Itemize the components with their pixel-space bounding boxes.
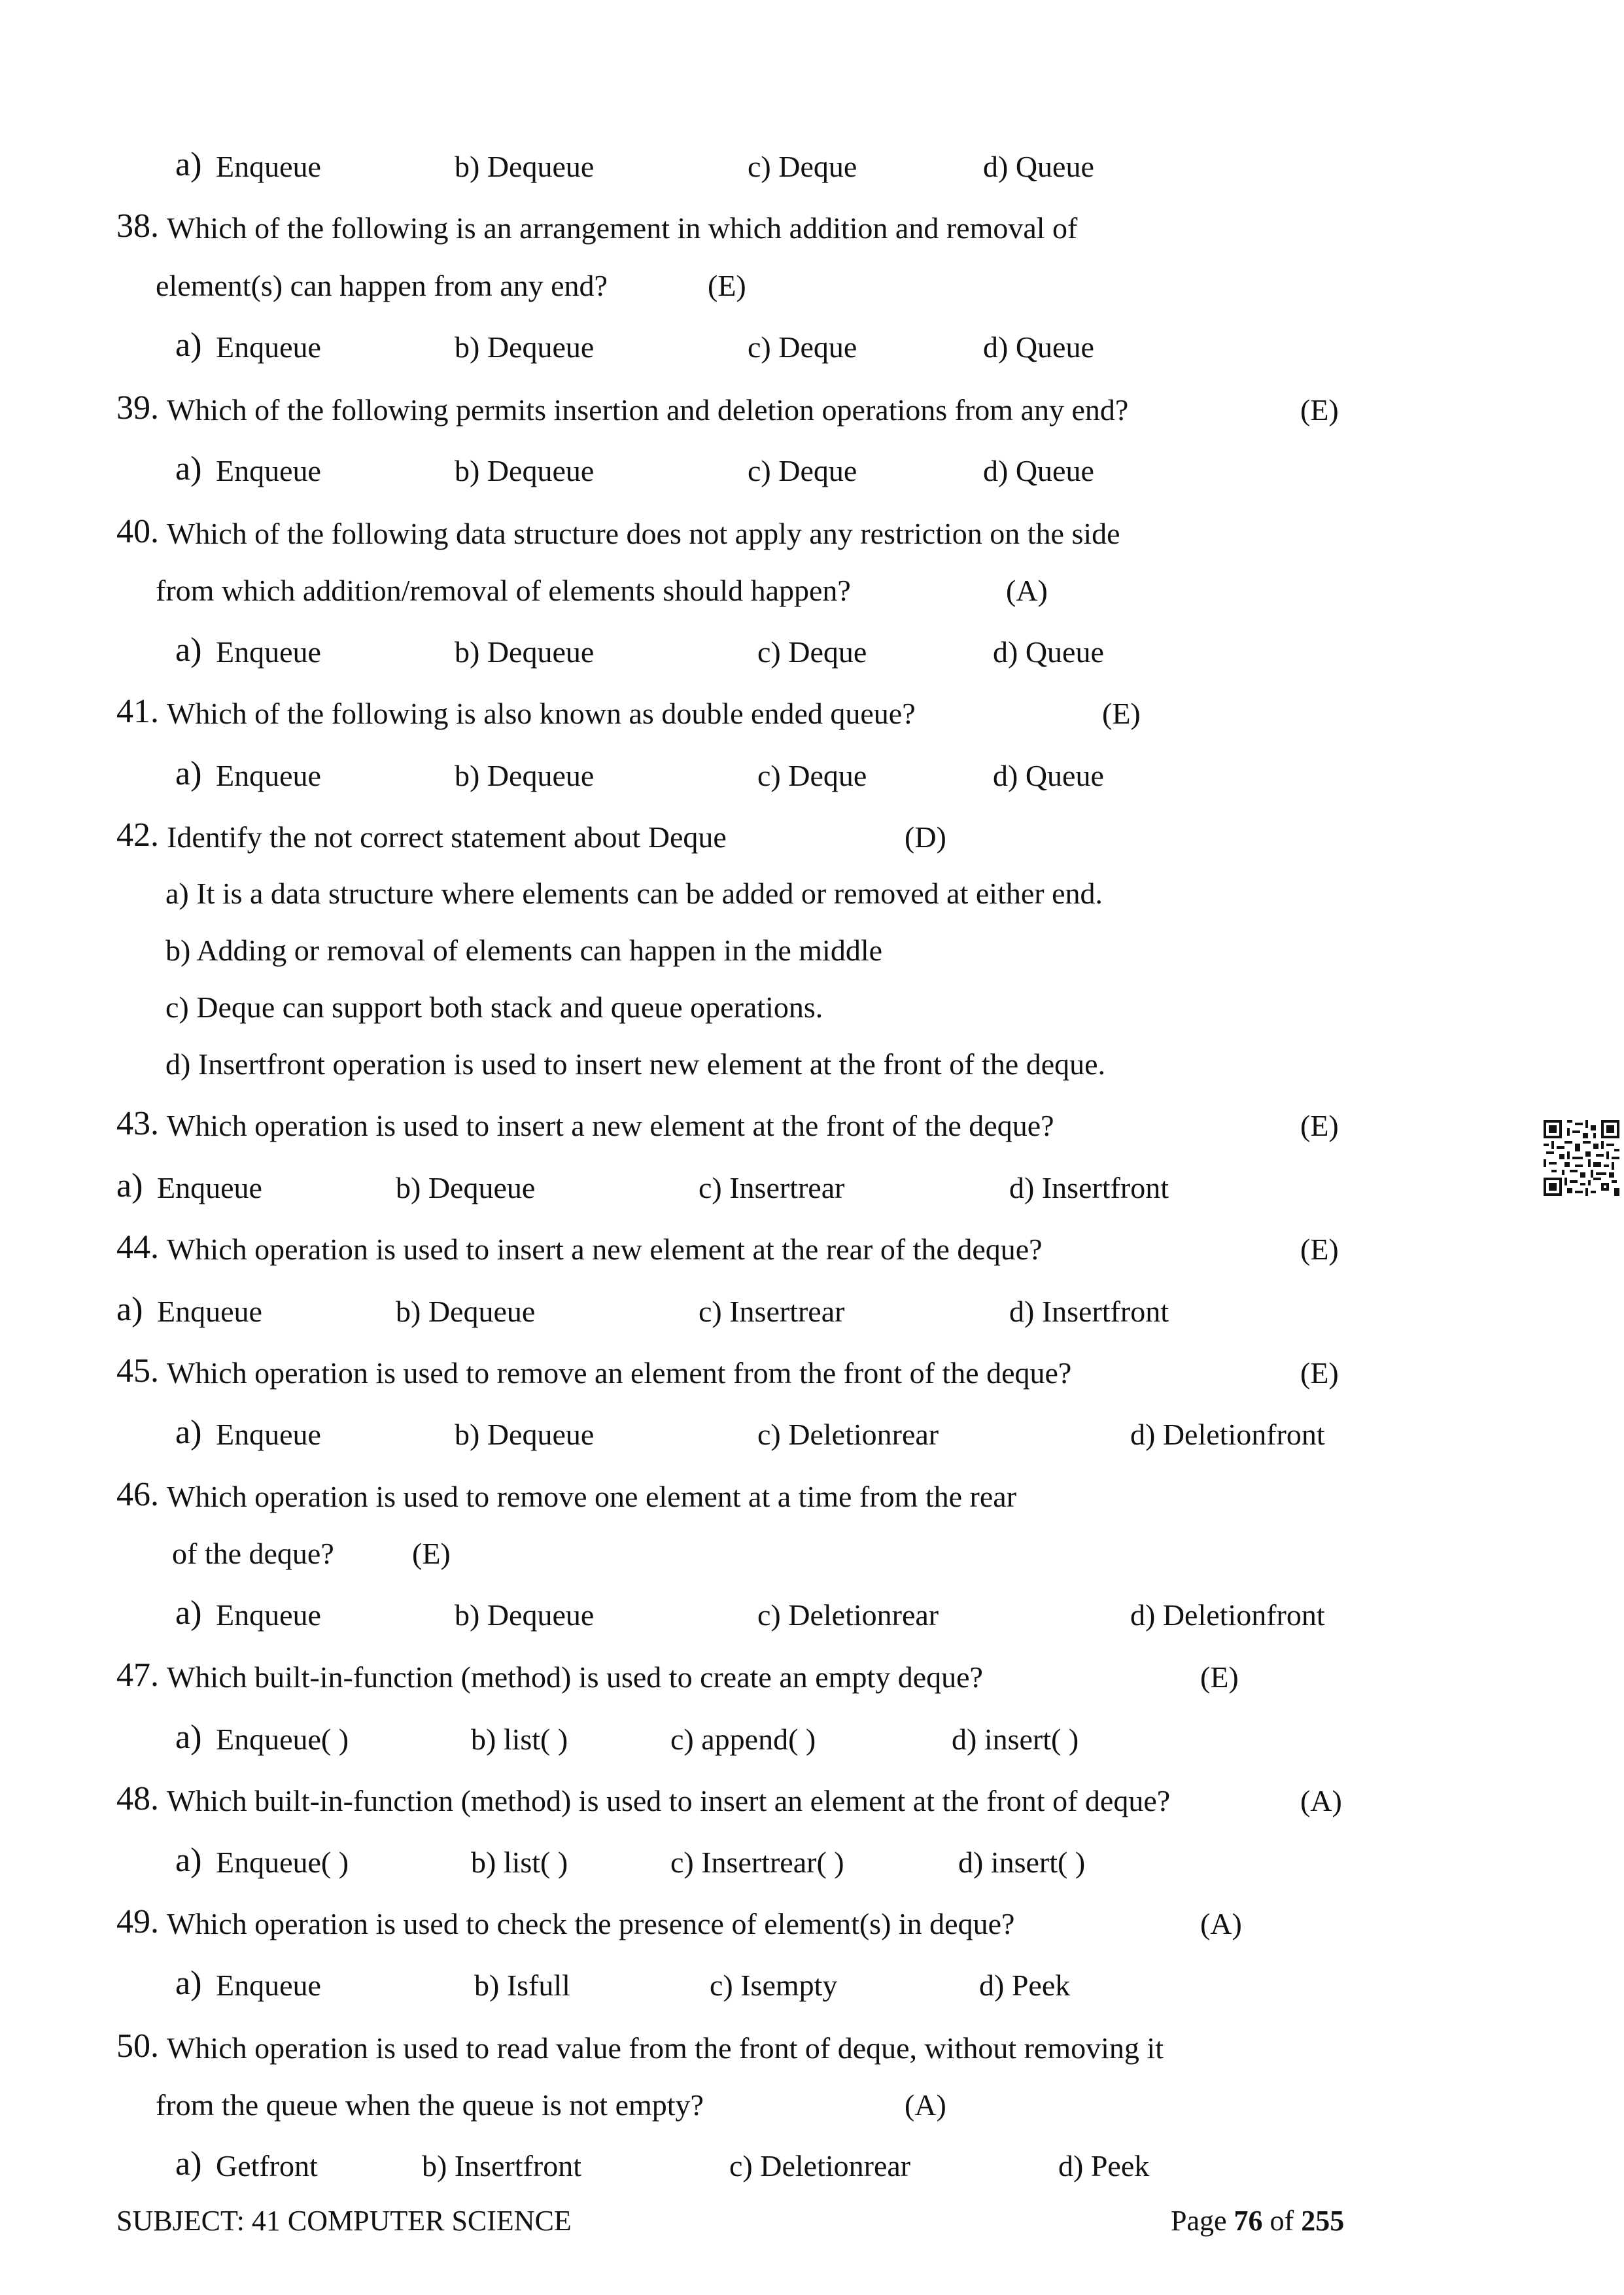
option-d: d) Queue — [983, 330, 1094, 364]
option-a: Enqueue — [216, 150, 321, 183]
option-a-letter: a) — [116, 1167, 143, 1204]
option-b: b) Dequeue — [455, 150, 595, 183]
question-text: Which operation is used to remove one element at a time from the rear — [167, 1480, 1017, 1513]
option-c: c) Deletionrear — [757, 1418, 939, 1451]
option-d: d) Queue — [993, 759, 1104, 792]
option-a: Enqueue — [216, 1418, 321, 1451]
option-a: Enqueue — [216, 1969, 321, 2002]
question-number: 38. — [116, 207, 159, 245]
question-text: Which operation is used to check the presence of element(s) in deque? — [167, 1907, 1015, 1940]
option-c: c) Deque — [757, 759, 867, 792]
question-text: Which of the following is an arrangement in which addition and removal of — [167, 211, 1078, 245]
question-number: 47. — [116, 1656, 159, 1694]
option-c: c) Deque — [748, 150, 857, 183]
option-a-letter: a) — [175, 1965, 202, 2002]
question-number: 42. — [116, 816, 159, 854]
option-b: b) list( ) — [471, 1723, 568, 1756]
option-a: Enqueue — [157, 1171, 262, 1204]
option-b: b) Dequeue — [396, 1295, 536, 1328]
question-text: Which built-in-function (method) is used to insert an element at the front of deque? — [167, 1784, 1171, 1817]
question-number: 46. — [116, 1476, 159, 1513]
answer-key: (E) — [1200, 1660, 1239, 1694]
footer-total-pages: 255 — [1301, 2205, 1345, 2237]
option-c: c) Deque — [748, 454, 857, 487]
option-d: d) insert( ) — [952, 1723, 1079, 1756]
question-number: 44. — [116, 1229, 159, 1266]
option-d: d) Deletionfront — [1130, 1418, 1325, 1451]
option-b: b) Insertfront — [422, 2149, 581, 2182]
question-text: from which addition/removal of elements should happen? — [156, 574, 851, 607]
answer-key: (D) — [905, 820, 946, 854]
option-a: Enqueue — [216, 454, 321, 487]
footer-current-page: 76 — [1234, 2205, 1263, 2237]
option-b: b) Dequeue — [455, 330, 595, 364]
statement-c: c) Deque can support both stack and queue operations. — [165, 990, 823, 1024]
question-text: from the queue when the queue is not empty? — [156, 2088, 704, 2122]
option-c: c) Insertrear — [699, 1171, 845, 1204]
option-a: Enqueue — [157, 1295, 262, 1328]
answer-key: (A) — [1006, 574, 1048, 607]
answer-key: (A) — [1300, 1784, 1342, 1817]
option-b: b) Dequeue — [455, 1598, 595, 1632]
option-b: b) list( ) — [471, 1846, 568, 1879]
option-c: c) Deque — [757, 635, 867, 669]
question-text: Which operation is used to remove an element from the front of the deque? — [167, 1356, 1072, 1390]
option-c: c) Deletionrear — [757, 1598, 939, 1632]
question-text: Which operation is used to insert a new element at the rear of the deque? — [167, 1233, 1043, 1266]
option-a-letter: a) — [175, 1594, 202, 1632]
option-b: b) Dequeue — [455, 454, 595, 487]
option-c: c) Insertrear — [699, 1295, 845, 1328]
answer-key: (E) — [1102, 697, 1141, 730]
statement-b: b) Adding or removal of elements can happen in the middle — [165, 934, 883, 967]
question-number: 50. — [116, 2027, 159, 2065]
option-c: c) Isempty — [710, 1969, 838, 2002]
option-d: d) Peek — [979, 1969, 1071, 2002]
option-c: c) Deletionrear — [729, 2149, 911, 2182]
option-a-letter: a) — [175, 2145, 202, 2182]
question-text: element(s) can happen from any end? — [156, 269, 608, 302]
question-number: 39. — [116, 389, 159, 427]
option-d: d) Queue — [983, 150, 1094, 183]
option-b: b) Dequeue — [396, 1171, 536, 1204]
question-text: Which of the following data structure does not apply any restriction on the side — [167, 517, 1120, 550]
option-d: d) insert( ) — [958, 1846, 1086, 1879]
option-b: b) Dequeue — [455, 635, 595, 669]
option-a-letter: a) — [175, 1414, 202, 1451]
question-text: of the deque? — [172, 1537, 334, 1570]
option-c: c) Deque — [748, 330, 857, 364]
statement-a: a) It is a data structure where elements can be added or removed at either end. — [165, 877, 1103, 910]
option-a: Enqueue( ) — [216, 1723, 349, 1756]
question-text: Which of the following is also known as double ended queue? — [167, 697, 916, 730]
question-number: 49. — [116, 1903, 159, 1940]
option-d: d) Queue — [983, 454, 1094, 487]
answer-key: (E) — [1300, 1109, 1339, 1142]
question-text: Which operation is used to read value from the front of deque, without removing it — [167, 2031, 1164, 2065]
option-c: c) Insertrear( ) — [670, 1846, 844, 1879]
question-number: 43. — [116, 1105, 159, 1142]
option-b: b) Dequeue — [455, 1418, 595, 1451]
option-a-letter: a) — [175, 631, 202, 669]
footer-of-word: of — [1270, 2205, 1294, 2237]
option-a: Enqueue — [216, 759, 321, 792]
option-a-letter: a) — [116, 1291, 143, 1328]
question-text: Which of the following permits insertion and deletion operations from any end? — [167, 393, 1129, 427]
option-d: d) Queue — [993, 635, 1104, 669]
footer-subject: SUBJECT: 41 COMPUTER SCIENCE — [116, 2205, 572, 2237]
question-number: 45. — [116, 1352, 159, 1390]
option-a: Enqueue — [216, 635, 321, 669]
option-a: Enqueue( ) — [216, 1846, 349, 1879]
option-b: b) Isfull — [474, 1969, 570, 2002]
option-a-letter: a) — [175, 146, 202, 183]
question-text: Identify the not correct statement about Deque — [167, 820, 727, 854]
option-a-letter: a) — [175, 450, 202, 487]
footer-page-number — [1171, 2207, 1344, 2235]
option-a: Enqueue — [216, 330, 321, 364]
option-a-letter: a) — [175, 1842, 202, 1879]
option-a: Enqueue — [216, 1598, 321, 1632]
footer-page-word: Page — [1171, 2205, 1227, 2237]
option-a-letter: a) — [175, 326, 202, 364]
option-b: b) Dequeue — [455, 759, 595, 792]
answer-key: (E) — [1300, 1233, 1339, 1266]
question-text: Which built-in-function (method) is used to create an empty deque? — [167, 1660, 983, 1694]
answer-key: (E) — [708, 269, 746, 302]
qr-code-icon — [1544, 1120, 1619, 1196]
option-d: d) Deletionfront — [1130, 1598, 1325, 1632]
answer-key: (E) — [1300, 1356, 1339, 1390]
option-a-letter: a) — [175, 1719, 202, 1756]
option-d: d) Insertfront — [1009, 1171, 1169, 1204]
statement-d: d) Insertfront operation is used to insert new element at the front of the deque. — [165, 1047, 1106, 1081]
question-number: 48. — [116, 1780, 159, 1817]
answer-key: (E) — [1300, 393, 1339, 427]
option-d: d) Insertfront — [1009, 1295, 1169, 1328]
option-d: d) Peek — [1058, 2149, 1150, 2182]
answer-key: (A) — [1200, 1907, 1242, 1940]
option-a: Getfront — [216, 2149, 318, 2182]
question-text: Which operation is used to insert a new element at the front of the deque? — [167, 1109, 1054, 1142]
option-c: c) append( ) — [670, 1723, 816, 1756]
answer-key: (E) — [412, 1537, 451, 1570]
answer-key: (A) — [905, 2088, 946, 2122]
question-number: 40. — [116, 513, 159, 550]
question-number: 41. — [116, 693, 159, 730]
option-a-letter: a) — [175, 755, 202, 792]
